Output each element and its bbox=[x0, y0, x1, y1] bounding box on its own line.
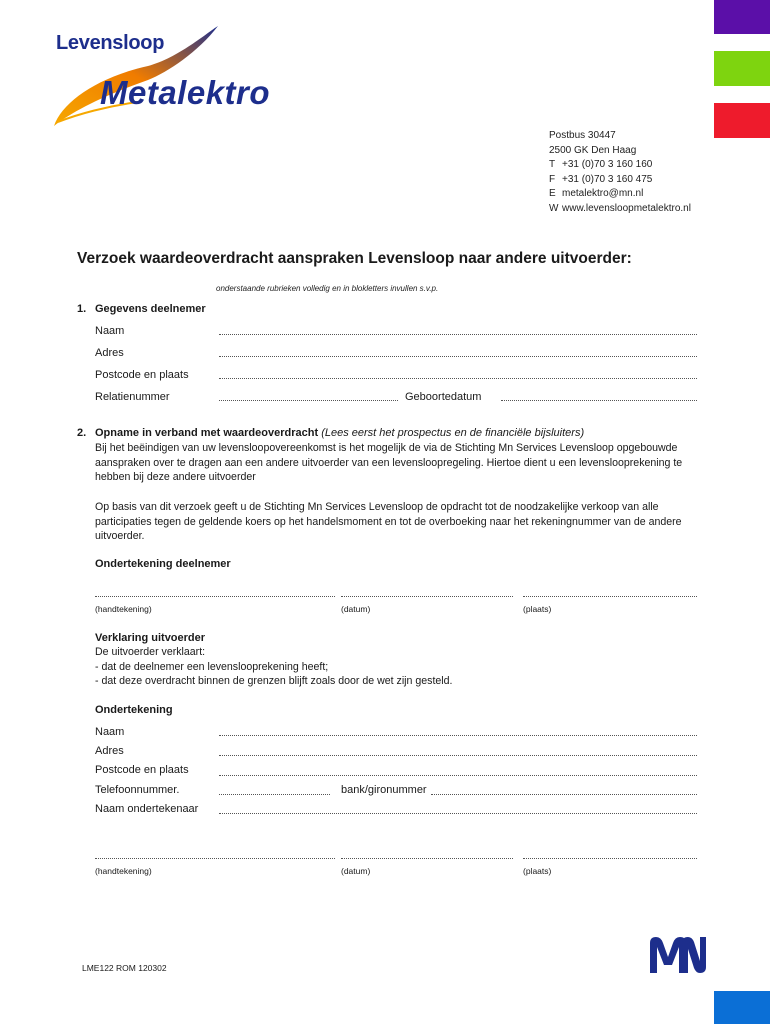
handtekening-field[interactable] bbox=[95, 596, 335, 597]
mn-logo-icon bbox=[646, 933, 708, 977]
section-heading: Gegevens deelnemer bbox=[95, 303, 206, 315]
uitvoerder-postcode-label: Postcode en plaats bbox=[95, 764, 189, 776]
relatienummer-field[interactable] bbox=[219, 400, 398, 401]
telefoon-label: Telefoonnummer. bbox=[95, 784, 180, 796]
postcode-field[interactable] bbox=[219, 378, 697, 379]
paragraph-intro: Bij het beëindigen van uw levensloopovereenkomst is het mogelijk de via de Stichting Mn Services Levensloop opgebouwde aanspraken over te dragen aan een andere uitvoerder van een levensloopregeling. Hiertoe dient u een levenslooprekening te hebben bij deze andere uitvoerder bbox=[95, 442, 683, 484]
plaats-caption: (plaats) bbox=[523, 866, 552, 876]
uitvoerder-adres-label: Adres bbox=[95, 745, 124, 757]
section-number: 2. bbox=[77, 427, 87, 439]
ondertekening-heading: Ondertekening bbox=[95, 704, 173, 716]
section-heading: Opname in verband met waardeoverdracht (Lees eerst het prospectus en de financiële bijsluiters) bbox=[95, 427, 585, 439]
uitvoerder-adres-field[interactable] bbox=[219, 755, 697, 756]
naam-ondertekenaar-label: Naam ondertekenaar bbox=[95, 803, 199, 815]
bank-label: bank/gironummer bbox=[341, 784, 427, 796]
contact-block bbox=[549, 129, 691, 217]
contact-line: 2500 GK Den Haag bbox=[549, 144, 637, 156]
plaats-caption: (plaats) bbox=[523, 604, 552, 614]
relatienummer-label: Relatienummer bbox=[95, 391, 170, 403]
uitvoerder-naam-label: Naam bbox=[95, 726, 125, 738]
verklaring-uitvoerder-heading: Verklaring uitvoerder bbox=[95, 632, 206, 644]
blue-color-block bbox=[714, 991, 770, 1024]
datum-uitvoerder-field[interactable] bbox=[341, 858, 513, 859]
datum-caption: (datum) bbox=[341, 604, 371, 614]
telefoon-field[interactable] bbox=[219, 794, 330, 795]
verklaring-text: De uitvoerder verklaart: - dat de deelnemer een levenslooprekening heeft; - dat deze overdracht binnen de grenzen blijft zoals door de wet zijn gesteld. bbox=[95, 646, 453, 688]
handtekening-caption: (handtekening) bbox=[95, 866, 152, 876]
contact-line: E metalektro@mn.nl bbox=[549, 188, 644, 200]
document-code: LME122 ROM 120302 bbox=[82, 963, 167, 973]
section-number: 1. bbox=[77, 303, 87, 315]
paragraph-opdracht: Op basis van dit verzoek geeft u de Stichting Mn Services Levensloop de opdracht tot de noodzakelijke verkoop van alle participaties tegen de geldende koers op het handelsmoment en tot de overboeking naar het rekeningnummer van de andere uitvoerder. bbox=[95, 501, 682, 543]
uitvoerder-postcode-field[interactable] bbox=[219, 775, 697, 776]
contact-line: Postbus 30447 bbox=[549, 130, 616, 141]
logo-levensloop-text: Levensloop bbox=[56, 32, 165, 54]
green-color-block bbox=[714, 51, 770, 86]
plaats-field[interactable] bbox=[523, 596, 697, 597]
contact-line: F +31 (0)70 3 160 475 bbox=[549, 173, 653, 185]
adres-field[interactable] bbox=[219, 356, 697, 357]
handtekening-uitvoerder-field[interactable] bbox=[95, 858, 335, 859]
contact-line: T +31 (0)70 3 160 160 bbox=[549, 159, 653, 171]
contact-line: W www.levensloopmetalektro.nl bbox=[549, 202, 691, 214]
geboortedatum-label: Geboortedatum bbox=[405, 391, 482, 403]
naam-field[interactable] bbox=[219, 334, 697, 335]
handtekening-caption: (handtekening) bbox=[95, 604, 152, 614]
purple-color-block bbox=[714, 0, 770, 34]
bank-field[interactable] bbox=[431, 794, 697, 795]
page-title: Verzoek waardeoverdracht aanspraken Levensloop naar andere uitvoerder: bbox=[77, 250, 632, 267]
uitvoerder-naam-field[interactable] bbox=[219, 735, 697, 736]
levensloop-metalektro-logo bbox=[48, 22, 308, 132]
geboortedatum-field[interactable] bbox=[501, 400, 697, 401]
adres-label: Adres bbox=[95, 347, 124, 359]
ondertekening-deelnemer-heading: Ondertekening deelnemer bbox=[95, 558, 231, 570]
plaats-uitvoerder-field[interactable] bbox=[523, 858, 697, 859]
postcode-label: Postcode en plaats bbox=[95, 369, 189, 381]
red-color-block bbox=[714, 103, 770, 138]
page-subtitle: onderstaande rubrieken volledig en in blokletters invullen s.v.p. bbox=[216, 284, 439, 293]
naam-ondertekenaar-field[interactable] bbox=[219, 813, 697, 814]
datum-caption: (datum) bbox=[341, 866, 371, 876]
datum-field[interactable] bbox=[341, 596, 513, 597]
naam-label: Naam bbox=[95, 325, 125, 337]
logo-metalektro-text: Metalektro bbox=[100, 74, 271, 111]
